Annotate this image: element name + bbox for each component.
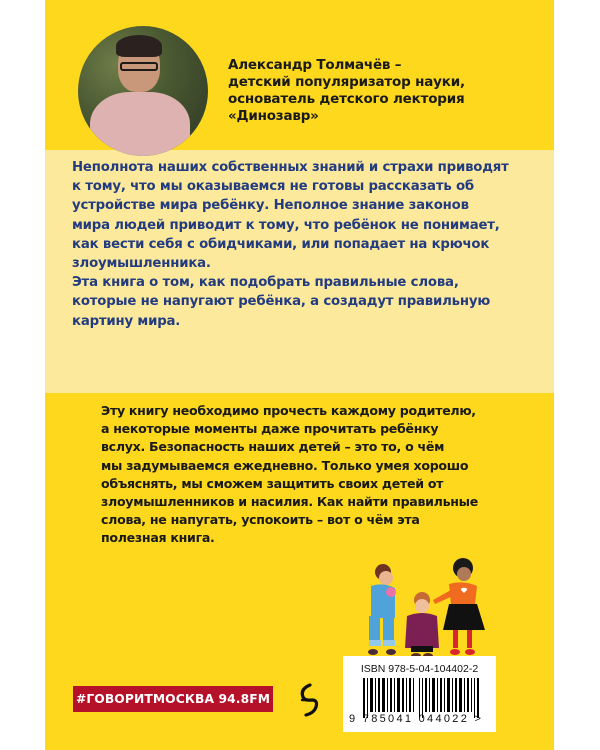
blurb-line: как вести себя с обидчиками, или попадает на крючок <box>72 236 490 252</box>
review-line: а некоторые моменты даже прочитать ребёнку <box>101 421 439 437</box>
blurb-text <box>72 158 542 331</box>
author-bio-line: Александр Толмачёв – <box>228 57 402 73</box>
review-line: злоумышленников и насилия. Как найти правильные <box>101 494 478 510</box>
blurb-line: к тому, что мы оказываемся не готовы рассказать об <box>72 179 474 195</box>
eksmo-logo-icon <box>296 683 320 717</box>
author-bio <box>228 57 548 125</box>
review-line: полезная книга. <box>101 530 215 546</box>
isbn-barcode <box>343 656 496 732</box>
author-shirt <box>90 92 190 156</box>
barcode-bars <box>363 678 479 718</box>
blurb-line: которые не напугают ребёнка, а создадут правильную <box>72 294 491 310</box>
blurb-line: мира людей приводит к тому, что ребёнок не понимает, <box>72 217 500 233</box>
blurb-line: устройстве мира ребёнку. Неполное знание законов <box>72 198 469 214</box>
review-line: мы задумываемся ежедневно. Только умея хорошо <box>101 457 469 473</box>
blurb-line: картину мира. <box>72 313 181 329</box>
author-bio-line: основатель детского лектория <box>228 91 465 107</box>
isbn-text: ISBN 978-5-04-104402-2 <box>360 663 479 675</box>
radio-station-badge: #ГОВОРИТМОСКВА 94.8FM <box>73 686 273 712</box>
author-hair <box>116 35 162 57</box>
blurb-line: злоумышленника. <box>72 256 211 272</box>
author-photo <box>78 26 208 156</box>
author-bio-line: детский популяризатор науки, <box>228 74 465 90</box>
review-line: Эту книгу необходимо прочесть каждому родителю, <box>101 403 476 418</box>
review-line: объяснять, мы сможем защитить своих детей от <box>101 475 444 491</box>
author-bio-line: «Динозавр» <box>228 108 319 124</box>
review-line: вслух. Безопасность наших детей – это то, о чём <box>101 439 445 455</box>
review-text <box>101 402 551 548</box>
blurb-line: Неполнота наших собственных знаний и страхи приводят <box>72 160 509 175</box>
blurb-line: Эта книга о том, как подобрать правильные слова, <box>72 275 459 291</box>
author-glasses <box>120 62 158 71</box>
three-girls-illustration <box>355 556 495 660</box>
barcode-digits: 9 785041 044022 > <box>349 713 484 725</box>
review-line: слова, не напугать, успокоить – вот о чём эта <box>101 512 420 528</box>
